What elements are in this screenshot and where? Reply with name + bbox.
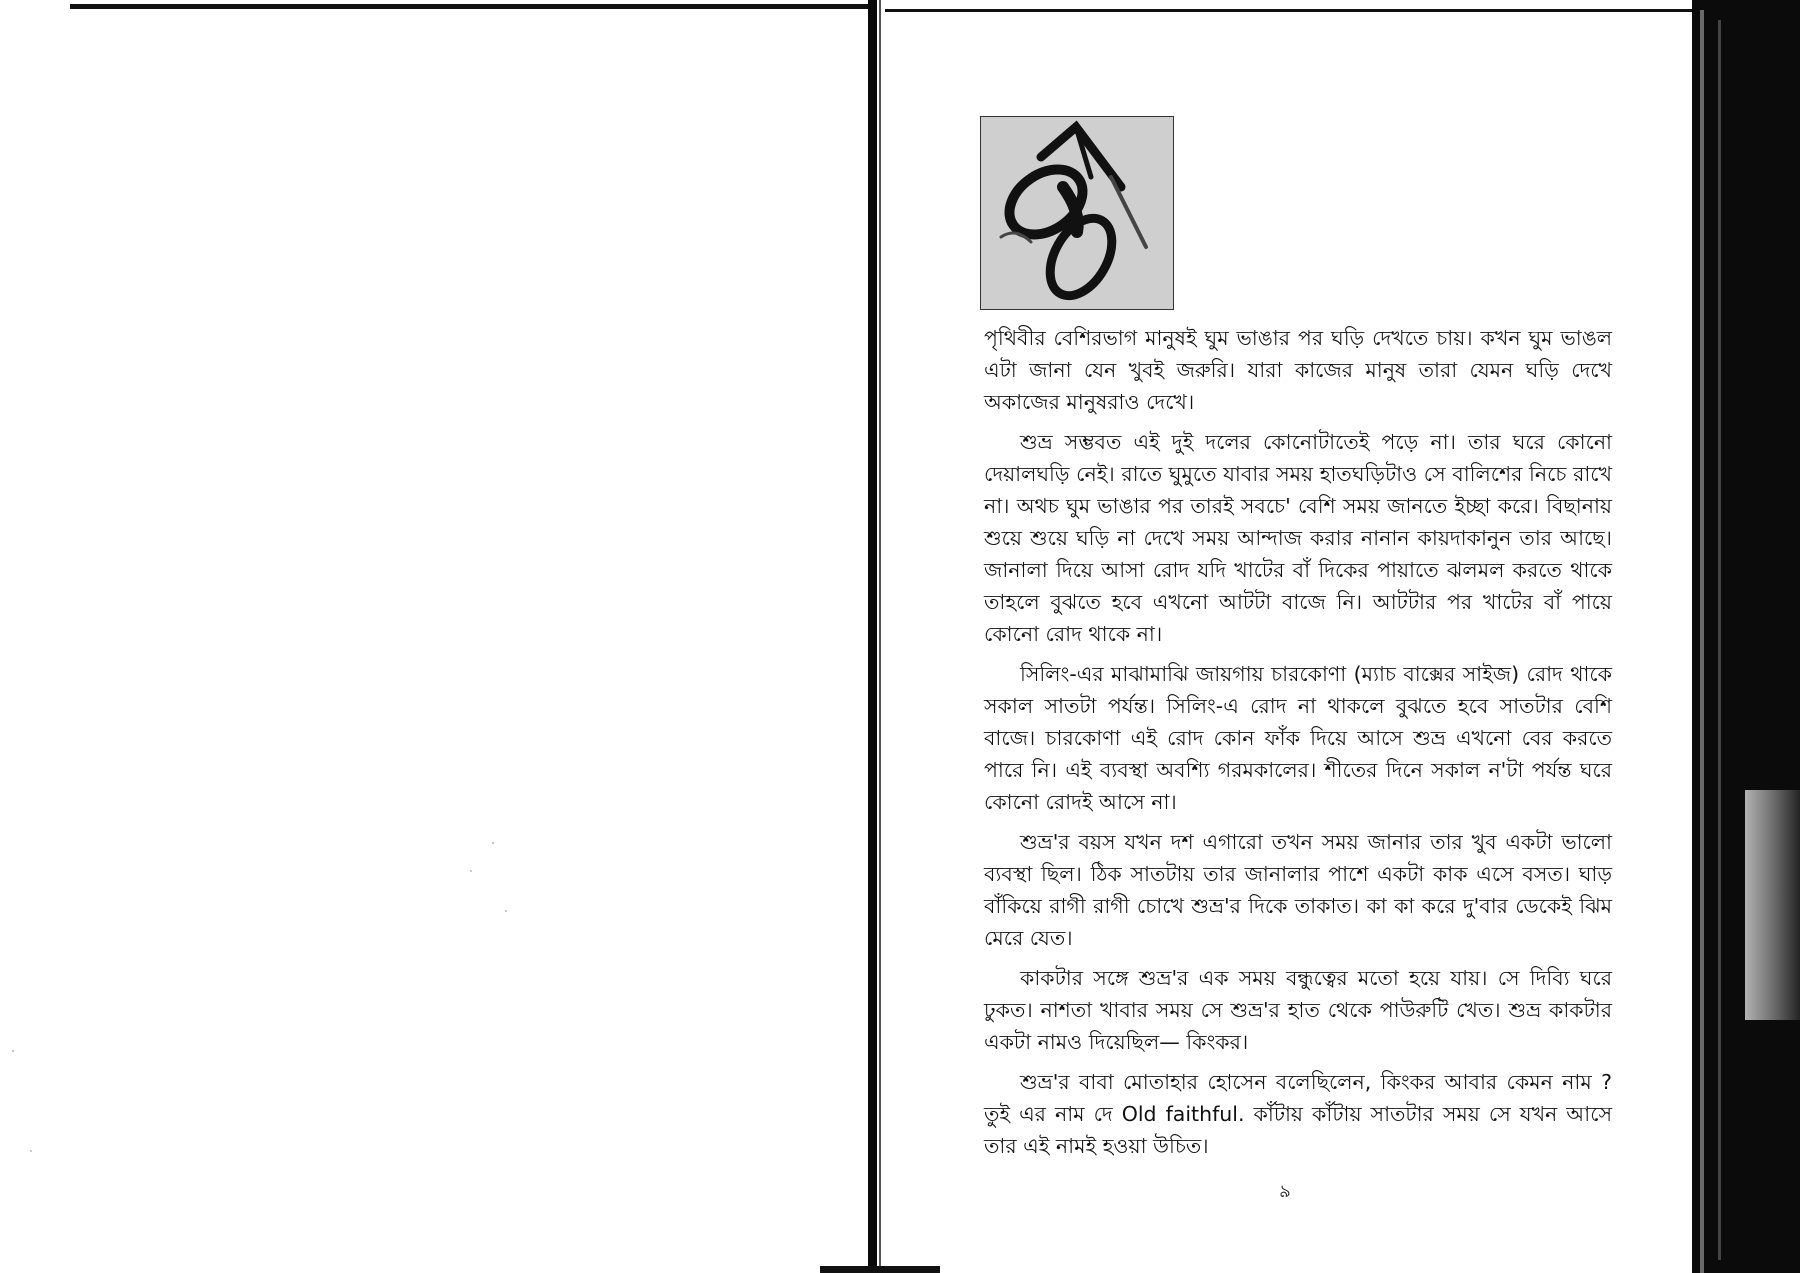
paper-speck [492, 842, 494, 844]
book-spine [868, 0, 877, 1273]
scan-right-edge-highlight [1745, 790, 1800, 1020]
paragraph: শুভ্র'র বয়স যখন দশ এগারো তখন সময় জানার তার খুব একটা ভালো ব্যবস্থা ছিল। ঠিক সাতটায় তার জানালার পাশে একটা কাক এসে বসত। ঘাড় বাঁকিয়ে রাগী রাগী চোখে শুভ্র'র দিকে তাকাত। কা কা করে দু'বার ডেকেই ঝিম মেরে যেত। [984, 830, 1613, 950]
paragraph: কাকটার সঙ্গে শুভ্র'র এক সময় বন্ধুত্বের মতো হয়ে যায়। সে দিব্যি ঘরে ঢুকত। নাশতা খাবার সময় সে শুভ্র'র হাত থেকে পাউরুটি খেত। শুভ্র কাকটার একটা নামও দিয়েছিল— কিংকর। [984, 966, 1612, 1054]
paragraph: শুভ্র'র বাবা মোতাহার হোসেন বলেছিলেন, কিংকর আবার কেমন নাম ? তুই এর নাম দে Old faithful. কাঁটায় কাঁটায় সাতটার সময় সে যখন আসে তার এই নামই হওয়া উচিত। [984, 1070, 1612, 1158]
paper-speck [12, 1050, 14, 1052]
book-spine-shadow [879, 0, 881, 1273]
paragraph: শুভ্র সম্ভবত এই দুই দলের কোনোটাতেই পড়ে না। তার ঘরে কোনো দেয়ালঘড়ি নেই। রাতে ঘুমুতে যাবার সময় হাতঘড়িটাও সে বালিশের নিচে রাখে না। অথচ ঘুম ভাঙার পর তারই সবচে' বেশি সময় জানতে ইচ্ছা করে। বিছানায় শুয়ে শুয়ে ঘড়ি না দেখে সময় আন্দাজ করার নানান কায়দাকানুন তার আছে। জানালা দিয়ে আসা রোদ যদি খাটের বাঁ দিকের পায়াতে ঝলমল করতে থাকে তাহলে বুঝতে হবে এখনো আটটা বাজে নি। আটটার পর খাটের বাঁ পায়ে কোনো রোদ থাকে না। [984, 430, 1612, 646]
paper-speck [470, 870, 472, 872]
paragraph: পৃথিবীর বেশিরভাগ মানুষই ঘুম ভাঙার পর ঘড়ি দেখতে চায়। কখন ঘুম ভাঙল এটা জানা যেন খুবই জরুরি। যারা কাজের মানুষ তারা যেমন ঘড়ি দেখে অকাজের মানুষরাও দেখে। [984, 326, 1612, 414]
scan-right-edge [1692, 0, 1800, 1273]
book-spine-foot [820, 1266, 940, 1273]
body-text [984, 322, 1612, 1170]
scan-right-edge-line [1700, 10, 1704, 1273]
paragraph: সিলিং-এর মাঝামাঝি জায়গায় চারকোণা (ম্যাচ বাক্সের সাইজ) রোদ থাকে সকাল সাতটা পর্যন্ত। সিলিং-এ রোদ না থাকলে বুঝতে হবে সাতটার বেশি বাজে। চারকোণা এই রোদ কোন ফাঁক দিয়ে আসে শুভ্র এখনো বের করতে পারে নি। এই ব্যবস্থা অবশ্যি গরমকালের। শীতের দিনে সকাল ন'টা পর্যন্ত ঘরে কোনো রোদই আসে না। [984, 662, 1612, 814]
scan-right-edge-line-2 [1718, 20, 1721, 1260]
eyeglasses-icon [980, 116, 1174, 310]
paper-speck [30, 1150, 32, 1152]
left-page-top-edge [70, 4, 875, 9]
page-number: ৯ [1279, 1181, 1291, 1202]
right-page-top-edge [885, 9, 1695, 12]
paper-speck [505, 910, 507, 912]
